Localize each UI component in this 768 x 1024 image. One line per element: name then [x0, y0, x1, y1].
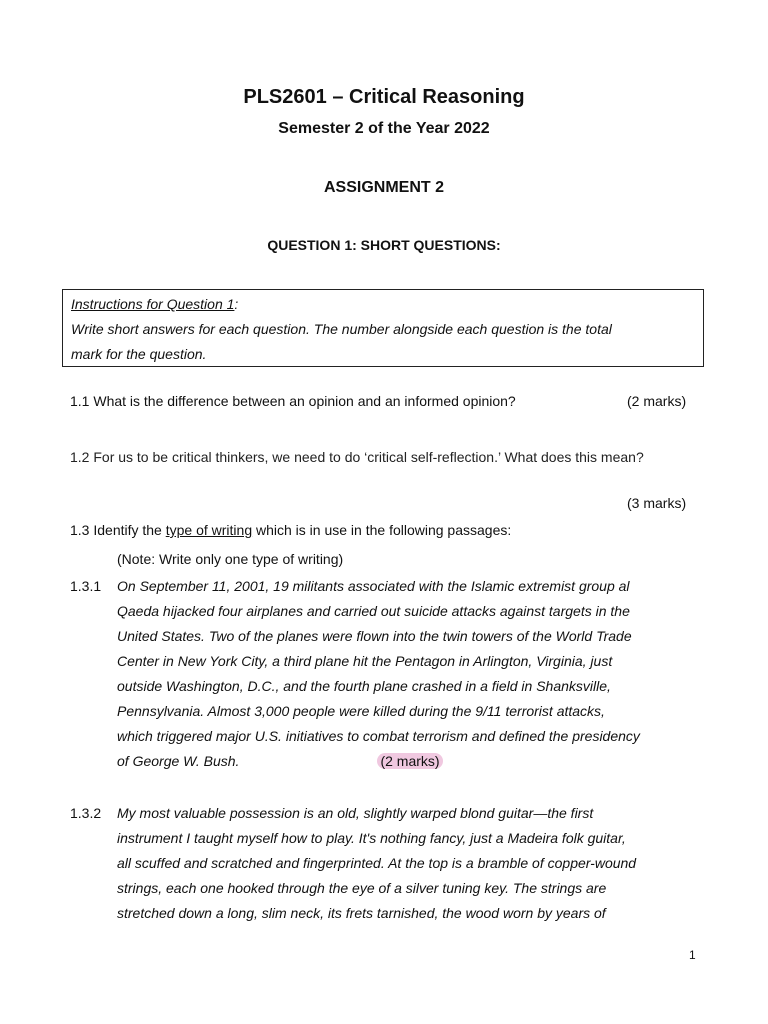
instructions-colon: : [234, 296, 239, 312]
passage-line: United States. Two of the planes were flown into the twin towers of the World Trade [117, 628, 632, 644]
passage-line: Pennsylvania. Almost 3,000 people were killed during the 9/11 terrorist attacks, [117, 703, 605, 719]
instructions-line-1: Write short answers for each question. The number alongside each question is the total [71, 321, 612, 337]
question-1-3-underlined: type of writing [165, 522, 253, 538]
passage-line: On September 11, 2001, 19 militants associated with the Islamic extremist group al [117, 578, 630, 594]
passage-line: Center in New York City, a third plane hit the Pentagon in Arlington, Virginia, just [117, 653, 613, 669]
instructions-line-2: mark for the question. [71, 346, 207, 362]
passage-line: My most valuable possession is an old, slightly warped blond guitar—the first [117, 805, 594, 821]
passage-line: strings, each one hooked through the eye of a silver tuning key. The strings are [117, 880, 607, 896]
question-1-3-2-number: 1.3.2 [70, 805, 102, 821]
instructions-label: Instructions for Question 1 [71, 296, 235, 312]
page-number: 1 [689, 948, 696, 962]
passage-line: outside Washington, D.C., and the fourth plane crashed in a field in Shanksville, [117, 678, 611, 694]
question-1-3-prefix: 1.3 Identify the [70, 522, 166, 538]
question-1-3-note: (Note: Write only one type of writing) [117, 551, 344, 567]
question-1-3-1-number: 1.3.1 [70, 578, 102, 594]
question-heading: QUESTION 1: SHORT QUESTIONS: [267, 237, 501, 253]
passage-line: all scuffed and scratched and fingerprinted. At the top is a bramble of copper-wound [117, 855, 637, 871]
question-1-3-1-marks: (2 marks) [377, 753, 442, 769]
instructions-label-line [71, 292, 695, 317]
passage-line: of George W. Bush. [117, 753, 240, 769]
question-1-1-marks: (2 marks) [627, 393, 687, 409]
passage-line: instrument I taught myself how to play. It's nothing fancy, just a Madeira folk guitar, [117, 830, 626, 846]
question-1-2: 1.2 For us to be critical thinkers, we need to do ‘critical self-reflection.’ What does this mean? [70, 449, 644, 465]
question-1-1: 1.1 What is the difference between an opinion and an informed opinion? [70, 393, 516, 409]
passage-1-3-2 [117, 801, 707, 926]
semester-subtitle: Semester 2 of the Year 2022 [278, 120, 490, 137]
passage-1-3-1 [117, 574, 707, 774]
question-1-3 [70, 522, 511, 538]
question-1-3-suffix: which is in use in the following passages: [252, 522, 512, 538]
passage-last-line [117, 749, 707, 774]
passage-line: which triggered major U.S. initiatives to combat terrorism and defined the presidency [117, 728, 640, 744]
passage-line: stretched down a long, slim neck, its frets tarnished, the wood worn by years of [117, 905, 606, 921]
course-title: PLS2601 – Critical Reasoning [243, 86, 525, 108]
passage-line: Qaeda hijacked four airplanes and carried out suicide attacks against targets in the [117, 603, 630, 619]
instructions-box [62, 289, 704, 367]
question-1-2-marks: (3 marks) [627, 495, 687, 511]
assignment-heading: ASSIGNMENT 2 [323, 179, 444, 196]
